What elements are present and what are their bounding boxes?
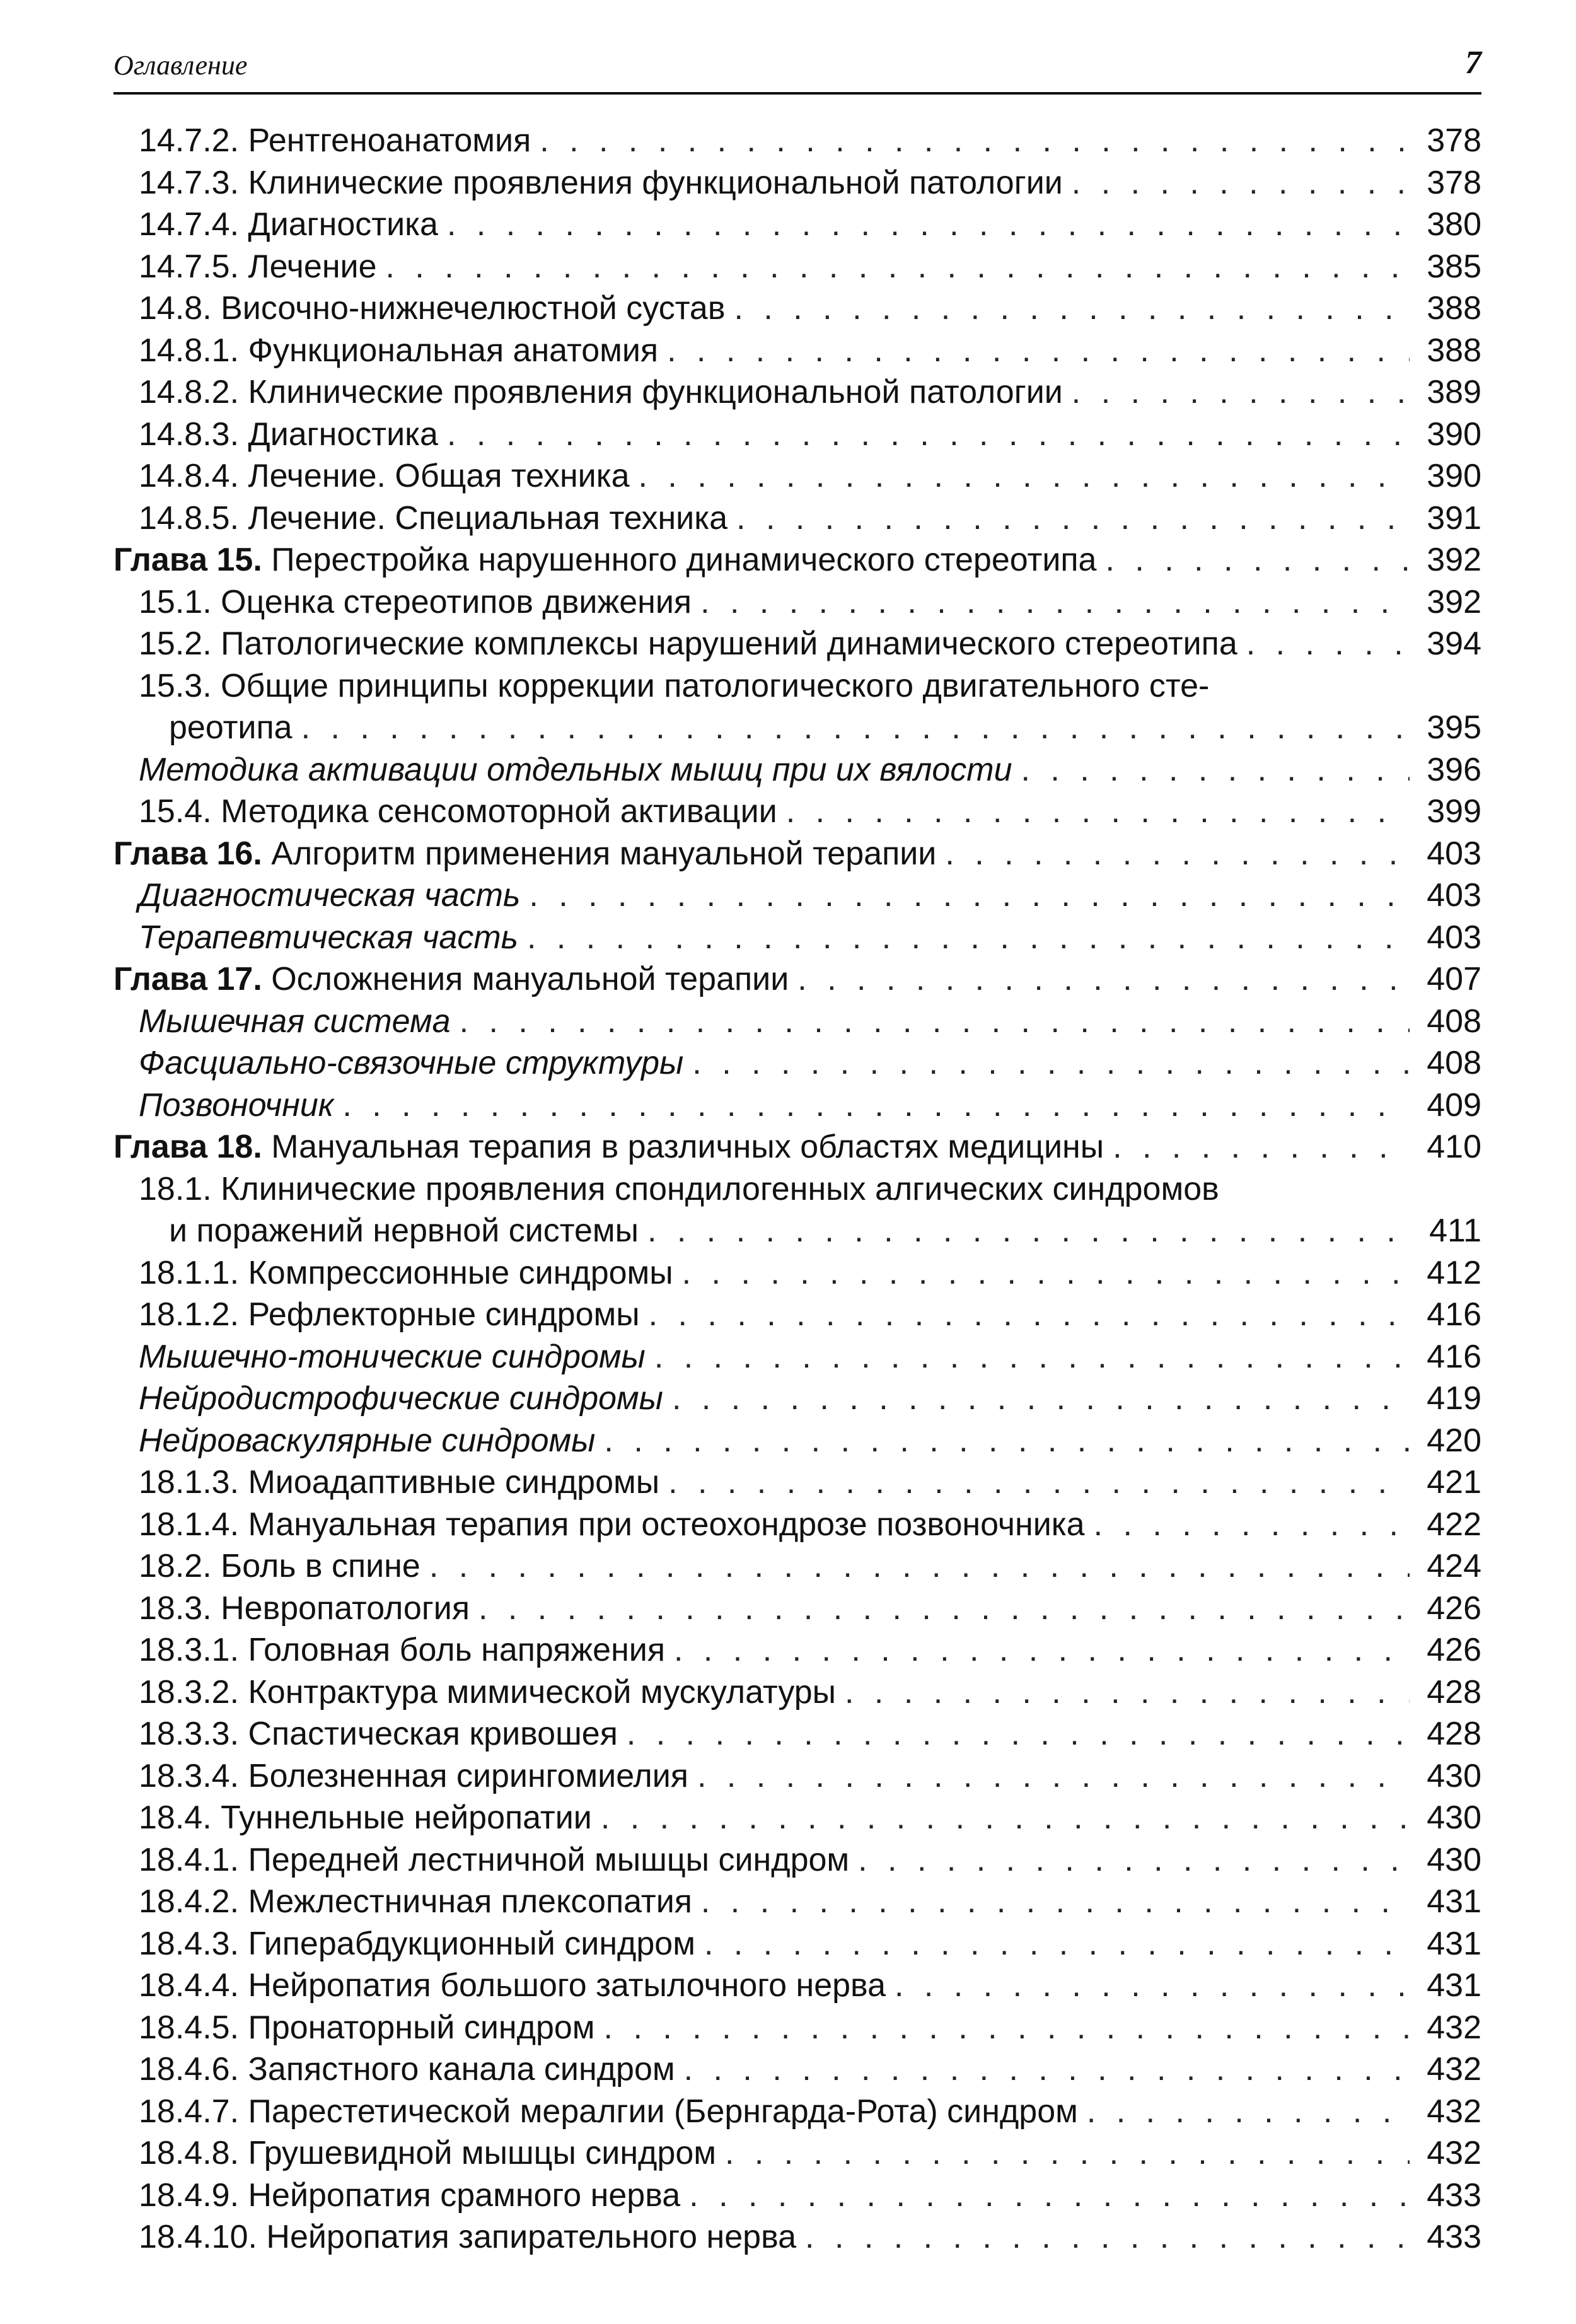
toc-page-number: 403 [1427, 877, 1481, 914]
toc-entry-row [113, 1168, 1481, 1211]
dot-leader [701, 1881, 1410, 1923]
dot-leader [654, 1336, 1410, 1378]
toc-page-number: 419 [1427, 1380, 1481, 1417]
toc-entry-title [139, 1923, 695, 1965]
dot-leader [697, 1755, 1410, 1798]
toc-entry-row [113, 707, 1481, 749]
toc-entry-row [113, 2216, 1481, 2258]
toc-entry-text: Клинические проявления спондилогенных алгических синдромов [221, 1170, 1219, 1207]
toc-page-number: 407 [1427, 961, 1481, 997]
toc-entry-row [113, 1420, 1481, 1462]
toc-entry-text: Межлестничная плексопатия [248, 1883, 692, 1920]
toc-page-number: 432 [1427, 2009, 1481, 2046]
toc-entry-text: Компрессионные синдромы [248, 1254, 673, 1291]
toc-entry-number: 14.8.1. [139, 332, 240, 369]
toc-chapter-row [113, 539, 1481, 581]
toc-entry-number: 18.3.3. [139, 1716, 240, 1752]
toc-entry-title [139, 120, 531, 162]
toc-entry-title [139, 623, 1237, 665]
toc-entry-row [113, 246, 1481, 288]
dot-leader [386, 246, 1410, 288]
running-header [113, 44, 1481, 88]
dot-leader [1113, 1126, 1410, 1168]
toc-entry-title [139, 874, 520, 917]
toc-entry-text: Болезненная сирингомиелия [248, 1757, 688, 1794]
toc-page-number: 426 [1427, 1589, 1481, 1627]
toc-entry-text: Терапевтическая часть [139, 919, 518, 956]
toc-page-number: 428 [1427, 1716, 1481, 1752]
toc-entry-title [139, 749, 1012, 791]
toc-page-number: 395 [1427, 709, 1481, 746]
dot-leader [667, 330, 1410, 372]
toc-entry-title [139, 204, 438, 246]
toc-page-number: 430 [1427, 1799, 1481, 1836]
dot-leader [858, 1839, 1410, 1881]
toc-page-number: 420 [1427, 1422, 1481, 1459]
toc-entry-text: и поражений нервной системы [169, 1212, 639, 1249]
toc-page-number: 385 [1427, 248, 1481, 285]
toc-entry-number: 14.8.4. [139, 458, 240, 494]
toc-entry-number: 18.4.9. [139, 2176, 240, 2214]
toc-entry-number: 18.4. [139, 1799, 212, 1836]
dot-leader [649, 1294, 1410, 1336]
toc-entry-number: 14.8.3. [139, 415, 240, 453]
toc-entry-title [139, 1797, 592, 1839]
toc-entry-row [113, 1084, 1481, 1127]
toc-entry-title [139, 330, 658, 372]
table-of-contents [113, 120, 1481, 2258]
toc-entry-row [113, 1881, 1481, 1923]
toc-entry-title [139, 1420, 595, 1462]
toc-page-number: 424 [1427, 1548, 1481, 1584]
toc-page-number: 432 [1427, 2051, 1481, 2088]
toc-entry-text: Лечение. Специальная техника [248, 499, 728, 537]
toc-entry-text: Мануальная терапия при остеохондрозе позвоночника [248, 1506, 1085, 1543]
dot-leader [342, 1084, 1410, 1127]
toc-entry-text: Туннельные нейропатии [221, 1799, 592, 1836]
toc-entry-title [139, 1252, 673, 1294]
dot-leader [734, 288, 1410, 330]
toc-entry-number: 14.7.4. [139, 206, 240, 243]
toc-entry-number: 18.1. [139, 1170, 212, 1207]
toc-entry-text: Нейропатия запирательного нерва [266, 2219, 797, 2255]
toc-entry-text: Оценка стереотипов движения [221, 583, 692, 620]
dot-leader [1105, 539, 1410, 581]
toc-page [113, 44, 1481, 2258]
toc-entry-title [139, 162, 1063, 204]
toc-entry-text: Нейроваскулярные синдромы [139, 1422, 596, 1459]
dot-leader [1094, 1504, 1410, 1546]
toc-entry-text: Рефлекторные синдромы [248, 1296, 640, 1333]
dot-leader [429, 1545, 1410, 1588]
toc-entry-text: Лечение. Общая техника [248, 458, 630, 494]
toc-page-number: 432 [1427, 2135, 1481, 2171]
dot-leader [805, 2216, 1410, 2258]
dot-leader [1246, 623, 1410, 665]
toc-page-number: 378 [1427, 164, 1481, 201]
toc-entry-row [113, 874, 1481, 917]
toc-page-number: 433 [1427, 2219, 1481, 2255]
toc-entry-title [139, 455, 630, 497]
toc-entry-title [139, 1588, 470, 1630]
toc-entry-row [113, 1252, 1481, 1294]
toc-entry-title [113, 833, 936, 875]
toc-entry-row [113, 1965, 1481, 2007]
toc-chapter-row [113, 1126, 1481, 1168]
dot-leader [668, 1461, 1410, 1504]
toc-page-number: 431 [1427, 1967, 1481, 2004]
toc-page-number: 388 [1427, 332, 1481, 369]
dot-leader [945, 833, 1410, 875]
toc-page-number: 431 [1427, 1925, 1481, 1962]
toc-entry-row [113, 1210, 1481, 1252]
toc-page-number: 426 [1427, 1632, 1481, 1668]
toc-entry-title [139, 1629, 665, 1671]
toc-entry-text: Парестетической мералгии (Бернгарда-Рота) синдром [248, 2093, 1078, 2130]
toc-entry-row [113, 2048, 1481, 2091]
dot-leader [1087, 2091, 1410, 2133]
toc-entry-title [139, 1084, 333, 1127]
toc-entry-row [113, 1461, 1481, 1504]
dot-leader [627, 1713, 1410, 1755]
toc-entry-text: Нейродистрофические синдромы [139, 1380, 663, 1417]
toc-entry-text: реотипа [169, 709, 293, 746]
toc-entry-row [113, 1504, 1481, 1546]
dot-leader [786, 791, 1410, 833]
header-title: Оглавление [113, 50, 248, 81]
toc-entry-number: 18.1.4. [139, 1506, 240, 1543]
toc-entry-title [139, 791, 777, 833]
toc-entry-row [113, 2175, 1481, 2217]
toc-page-number: 408 [1427, 1002, 1481, 1040]
toc-entry-number: 18.4.5. [139, 2009, 240, 2046]
toc-entry-row [113, 1923, 1481, 1965]
toc-page-number: 410 [1427, 1129, 1481, 1165]
toc-page-number: 399 [1427, 793, 1481, 830]
toc-entry-number: 18.4.8. [139, 2135, 240, 2171]
toc-entry-row [113, 2132, 1481, 2175]
toc-page-number: 380 [1427, 206, 1481, 243]
toc-entry-row [113, 1588, 1481, 1630]
dot-leader [895, 1965, 1410, 2007]
toc-entry-number: 14.8.5. [139, 499, 240, 537]
toc-entry-number: 18.3.2. [139, 1673, 240, 1711]
toc-entry-text: Нейропатия большого затылочного нерва [248, 1967, 886, 2004]
toc-entry-title [113, 958, 789, 1001]
toc-entry-text: Диагностическая часть [139, 877, 521, 914]
toc-entry-text: Рентгеноанатомия [248, 122, 531, 159]
toc-entry-text: Фасциально-связочные структуры [139, 1045, 684, 1081]
toc-entry-title [139, 917, 518, 959]
toc-entry-text: Височно-нижнечелюстной сустав [221, 290, 726, 327]
toc-entry-text: Общие принципы коррекции патологического двигательного сте- [221, 667, 1210, 704]
toc-entry-title [139, 1294, 640, 1336]
toc-entry-number: 15.2. [139, 625, 212, 662]
toc-entry-text: Мышечно-тонические синдромы [139, 1338, 646, 1375]
toc-entry-row [113, 1545, 1481, 1588]
toc-page-number: 403 [1427, 835, 1481, 872]
toc-entry-row [113, 1378, 1481, 1420]
toc-page-number: 396 [1427, 751, 1481, 788]
toc-page-number: 390 [1427, 458, 1481, 494]
toc-entry-number: 15.1. [139, 583, 212, 620]
toc-entry-text: Мануальная терапия в различных областях медицины [271, 1129, 1104, 1165]
toc-entry-text: Функциональная анатомия [248, 332, 659, 369]
toc-entry-row [113, 1671, 1481, 1714]
toc-entry-title [139, 1042, 683, 1084]
toc-entry-row [113, 288, 1481, 330]
toc-entry-number: 14.7.5. [139, 248, 240, 285]
toc-page-number: 388 [1427, 290, 1481, 327]
toc-entry-text: Алгоритм применения мануальной терапии [271, 835, 937, 872]
toc-entry-title [139, 1713, 618, 1755]
toc-entry-text: Диагностика [248, 415, 438, 453]
dot-leader [604, 1420, 1410, 1462]
dot-leader [1072, 162, 1410, 204]
dot-leader [604, 2007, 1410, 2049]
toc-entry-row [113, 1629, 1481, 1671]
toc-entry-number: 18.3.4. [139, 1757, 240, 1794]
toc-entry-text: Лечение [248, 248, 377, 285]
toc-entry-title [139, 665, 1209, 707]
dot-leader [682, 1252, 1410, 1294]
toc-entry-text: Патологические комплексы нарушений динамического стереотипа [221, 625, 1237, 662]
toc-entry-number: 18.1.3. [139, 1464, 240, 1501]
toc-page-number: 431 [1427, 1883, 1481, 1920]
toc-entry-row [113, 1001, 1481, 1043]
toc-entry-row [113, 1797, 1481, 1839]
dot-leader [684, 2048, 1410, 2091]
dot-leader [725, 2132, 1410, 2175]
toc-entry-number: 18.4.1. [139, 1841, 240, 1878]
toc-entry-title [139, 1881, 692, 1923]
toc-entry-number: Глава 18. [113, 1129, 262, 1165]
toc-entry-number: 18.3. [139, 1589, 212, 1627]
toc-entry-number: 15.3. [139, 667, 212, 704]
toc-page-number: 389 [1427, 374, 1481, 410]
toc-entry-row [113, 665, 1481, 707]
toc-page-number: 392 [1427, 583, 1481, 620]
toc-page-number: 408 [1427, 1045, 1481, 1081]
toc-entry-number: 14.7.3. [139, 164, 240, 201]
toc-entry-row [113, 749, 1481, 791]
toc-page-number: 412 [1427, 1254, 1481, 1291]
toc-entry-text: Запястного канала синдром [248, 2051, 675, 2088]
toc-entry-row [113, 581, 1481, 624]
toc-entry-title [139, 1755, 688, 1798]
toc-entry-number: 15.4. [139, 793, 212, 830]
dot-leader [447, 204, 1410, 246]
toc-entry-row [113, 120, 1481, 162]
toc-page-number: 432 [1427, 2093, 1481, 2130]
dot-leader [1021, 749, 1410, 791]
toc-page-number: 430 [1427, 1841, 1481, 1878]
dot-leader [692, 1042, 1410, 1084]
toc-entry-row [113, 2007, 1481, 2049]
dot-leader [460, 1001, 1410, 1043]
toc-entry-title [139, 497, 727, 540]
toc-entry-text: Методика активации отдельных мышц при их вялости [139, 751, 1012, 788]
toc-entry-title [169, 1210, 639, 1252]
toc-entry-title [139, 288, 725, 330]
toc-chapter-row [113, 958, 1481, 1001]
toc-entry-row [113, 791, 1481, 833]
toc-entry-text: Спастическая кривошея [248, 1716, 618, 1752]
toc-entry-number: 18.4.4. [139, 1967, 240, 2004]
toc-entry-text: Невропатология [221, 1589, 470, 1627]
toc-entry-title [113, 539, 1096, 581]
toc-page-number: 394 [1427, 625, 1481, 662]
dot-leader [736, 497, 1410, 540]
toc-entry-row [113, 162, 1481, 204]
toc-entry-text: Осложнения мануальной терапии [271, 961, 789, 997]
toc-entry-row [113, 455, 1481, 497]
dot-leader [540, 120, 1410, 162]
toc-entry-row [113, 1294, 1481, 1336]
toc-entry-title [139, 414, 438, 456]
toc-entry-title [139, 1671, 836, 1714]
toc-chapter-row [113, 833, 1481, 875]
toc-entry-number: 18.4.3. [139, 1925, 240, 1962]
toc-entry-number: Глава 17. [113, 961, 262, 997]
toc-entry-number: 14.7.2. [139, 122, 240, 159]
toc-entry-number: 18.1.2. [139, 1296, 240, 1333]
toc-entry-text: Миоадаптивные синдромы [248, 1464, 660, 1501]
toc-entry-title [139, 2216, 796, 2258]
dot-leader [478, 1588, 1410, 1630]
toc-entry-row [113, 1336, 1481, 1378]
toc-entry-number: 18.4.2. [139, 1883, 240, 1920]
toc-entry-row [113, 497, 1481, 540]
toc-entry-title [139, 1545, 420, 1588]
dot-leader [689, 2175, 1410, 2217]
toc-entry-text: Головная боль напряжения [248, 1632, 666, 1668]
dot-leader [601, 1797, 1410, 1839]
toc-entry-title [139, 246, 377, 288]
toc-entry-text: Боль в спине [221, 1548, 420, 1584]
toc-entry-title [139, 1965, 886, 2007]
toc-page-number: 416 [1427, 1296, 1481, 1333]
toc-page-number: 378 [1427, 122, 1481, 159]
toc-entry-text: Мышечная система [139, 1002, 451, 1040]
toc-entry-title [139, 1336, 646, 1378]
toc-entry-row [113, 917, 1481, 959]
toc-entry-title [113, 1126, 1104, 1168]
dot-leader [672, 1378, 1410, 1420]
toc-entry-number: 18.2. [139, 1548, 212, 1584]
toc-page-number: 430 [1427, 1757, 1481, 1794]
toc-entry-text: Позвоночник [139, 1086, 334, 1124]
dot-leader [447, 414, 1410, 456]
toc-page-number: 409 [1427, 1086, 1481, 1124]
toc-entry-row [113, 371, 1481, 414]
header-page-number: 7 [1465, 45, 1481, 81]
toc-entry-title [139, 1001, 451, 1043]
toc-page-number: 411 [1429, 1212, 1481, 1249]
toc-entry-text: Нейропатия срамного нерва [248, 2176, 681, 2214]
toc-entry-title [139, 2091, 1078, 2133]
toc-entry-row [113, 204, 1481, 246]
toc-entry-title [139, 1504, 1085, 1546]
toc-entry-title [139, 371, 1063, 414]
toc-entry-title [139, 2007, 595, 2049]
toc-page-number: 422 [1427, 1506, 1481, 1543]
toc-entry-row [113, 1839, 1481, 1881]
toc-entry-title [139, 2048, 675, 2091]
toc-page-number: 390 [1427, 415, 1481, 453]
toc-entry-row [113, 414, 1481, 456]
toc-entry-title [139, 2132, 716, 2175]
toc-page-number: 428 [1427, 1673, 1481, 1711]
toc-entry-title [139, 1839, 849, 1881]
toc-entry-title [139, 1168, 1219, 1211]
dot-leader [647, 1210, 1410, 1252]
toc-page-number: 392 [1427, 542, 1481, 578]
toc-entry-text: Перестройка нарушенного динамического стереотипа [271, 542, 1097, 578]
toc-entry-number: 18.4.10. [139, 2219, 257, 2255]
toc-entry-row [113, 623, 1481, 665]
toc-entry-number: 18.4.7. [139, 2093, 240, 2130]
dot-leader [1072, 371, 1410, 414]
toc-entry-text: Передней лестничной мышцы синдром [248, 1841, 850, 1878]
toc-entry-text: Гиперабдукционный синдром [248, 1925, 695, 1962]
dot-leader [700, 581, 1410, 624]
dot-leader [797, 958, 1410, 1001]
toc-entry-row [113, 1042, 1481, 1084]
toc-entry-title [139, 2175, 680, 2217]
toc-entry-title [139, 1378, 663, 1420]
toc-page-number: 421 [1427, 1464, 1481, 1501]
dot-leader [301, 707, 1410, 749]
toc-entry-number: 14.8.2. [139, 374, 240, 410]
toc-entry-text: Клинические проявления функциональной патологии [248, 164, 1063, 201]
toc-entry-number: Глава 16. [113, 835, 262, 872]
toc-entry-text: Методика сенсомоторной активации [221, 793, 777, 830]
dot-leader [845, 1671, 1410, 1714]
toc-entry-row [113, 330, 1481, 372]
toc-page-number: 403 [1427, 919, 1481, 956]
toc-entry-row [113, 2091, 1481, 2133]
header-rule [113, 92, 1481, 95]
toc-entry-text: Пронаторный синдром [248, 2009, 595, 2046]
toc-entry-number: 18.3.1. [139, 1632, 240, 1668]
dot-leader [674, 1629, 1410, 1671]
dot-leader [639, 455, 1410, 497]
toc-page-number: 416 [1427, 1338, 1481, 1375]
dot-leader [529, 874, 1410, 917]
toc-entry-title [139, 1461, 659, 1504]
toc-entry-title [169, 707, 293, 749]
dot-leader [704, 1923, 1410, 1965]
toc-entry-row [113, 1755, 1481, 1798]
toc-page-number: 391 [1427, 499, 1481, 537]
toc-entry-text: Контрактура мимической мускулатуры [248, 1673, 837, 1711]
toc-entry-text: Клинические проявления функциональной патологии [248, 374, 1063, 410]
toc-entry-number: 18.4.6. [139, 2051, 240, 2088]
toc-entry-text: Диагностика [248, 206, 438, 243]
toc-entry-title [139, 581, 692, 624]
dot-leader [527, 917, 1410, 959]
toc-entry-number: 18.1.1. [139, 1254, 240, 1291]
toc-entry-number: Глава 15. [113, 542, 262, 578]
toc-entry-text: Грушевидной мышцы синдром [248, 2135, 716, 2171]
toc-page-number: 433 [1427, 2176, 1481, 2214]
toc-entry-row [113, 1713, 1481, 1755]
toc-entry-number: 14.8. [139, 290, 212, 327]
